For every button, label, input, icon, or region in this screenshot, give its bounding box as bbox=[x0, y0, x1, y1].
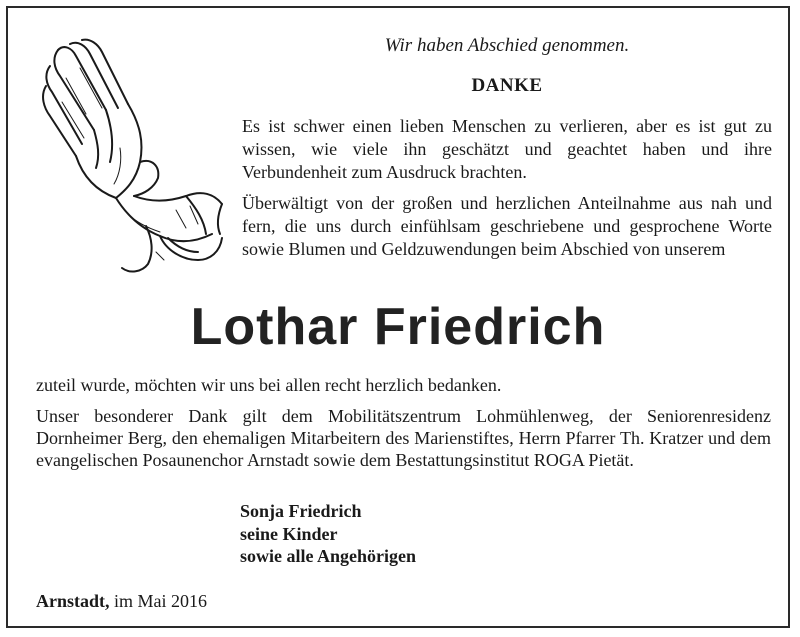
signature-line: seine Kinder bbox=[240, 523, 338, 544]
farewell-heading: Wir haben Abschied genommen. bbox=[384, 35, 630, 56]
place-date bbox=[36, 591, 207, 612]
place: Arnstadt, bbox=[36, 591, 110, 611]
date: im Mai 2016 bbox=[114, 591, 208, 611]
intro-block bbox=[242, 35, 772, 269]
signatures bbox=[240, 500, 416, 568]
signature-line: sowie alle Angehörigen bbox=[240, 546, 416, 566]
signature-line: Sonja Friedrich bbox=[240, 501, 362, 521]
praying-hands-icon bbox=[36, 38, 226, 278]
paragraph-1: Es ist schwer einen lieben Menschen zu verlieren, aber es ist gut zu wissen, wie viele ihn geschätzt und geachtet haben und ihre Verbundenheit zum Ausdruck brachten. bbox=[242, 116, 772, 182]
obituary-card bbox=[6, 6, 790, 628]
paragraph-2: Überwältigt von der großen und herzlichen Anteilnahme aus nah und fern, die uns durch einfühlsam geschriebene und gesprochene Worte sowie Blumen und Geldzuwendungen beim Abschied von unserem bbox=[242, 193, 772, 259]
paragraph-4: Unser besonderer Dank gilt dem Mobilitätszentrum Lohmühlenweg, der Seniorenresidenz Dornheimer Berg, den ehemaligen Mitarbeitern des Marienstiftes, Herrn Pfarrer Th. Kratzer und dem evangelischen Posaunenchor Arnstadt sowie dem Bestattungsinstitut ROGA Pietät. bbox=[36, 406, 771, 470]
paragraph-3: zuteil wurde, möchten wir uns bei allen recht herzlich bedanken. bbox=[36, 375, 502, 395]
danke-heading: DANKE bbox=[471, 75, 543, 96]
deceased-name: Lothar Friedrich bbox=[190, 298, 606, 356]
thanks-body bbox=[36, 374, 771, 480]
